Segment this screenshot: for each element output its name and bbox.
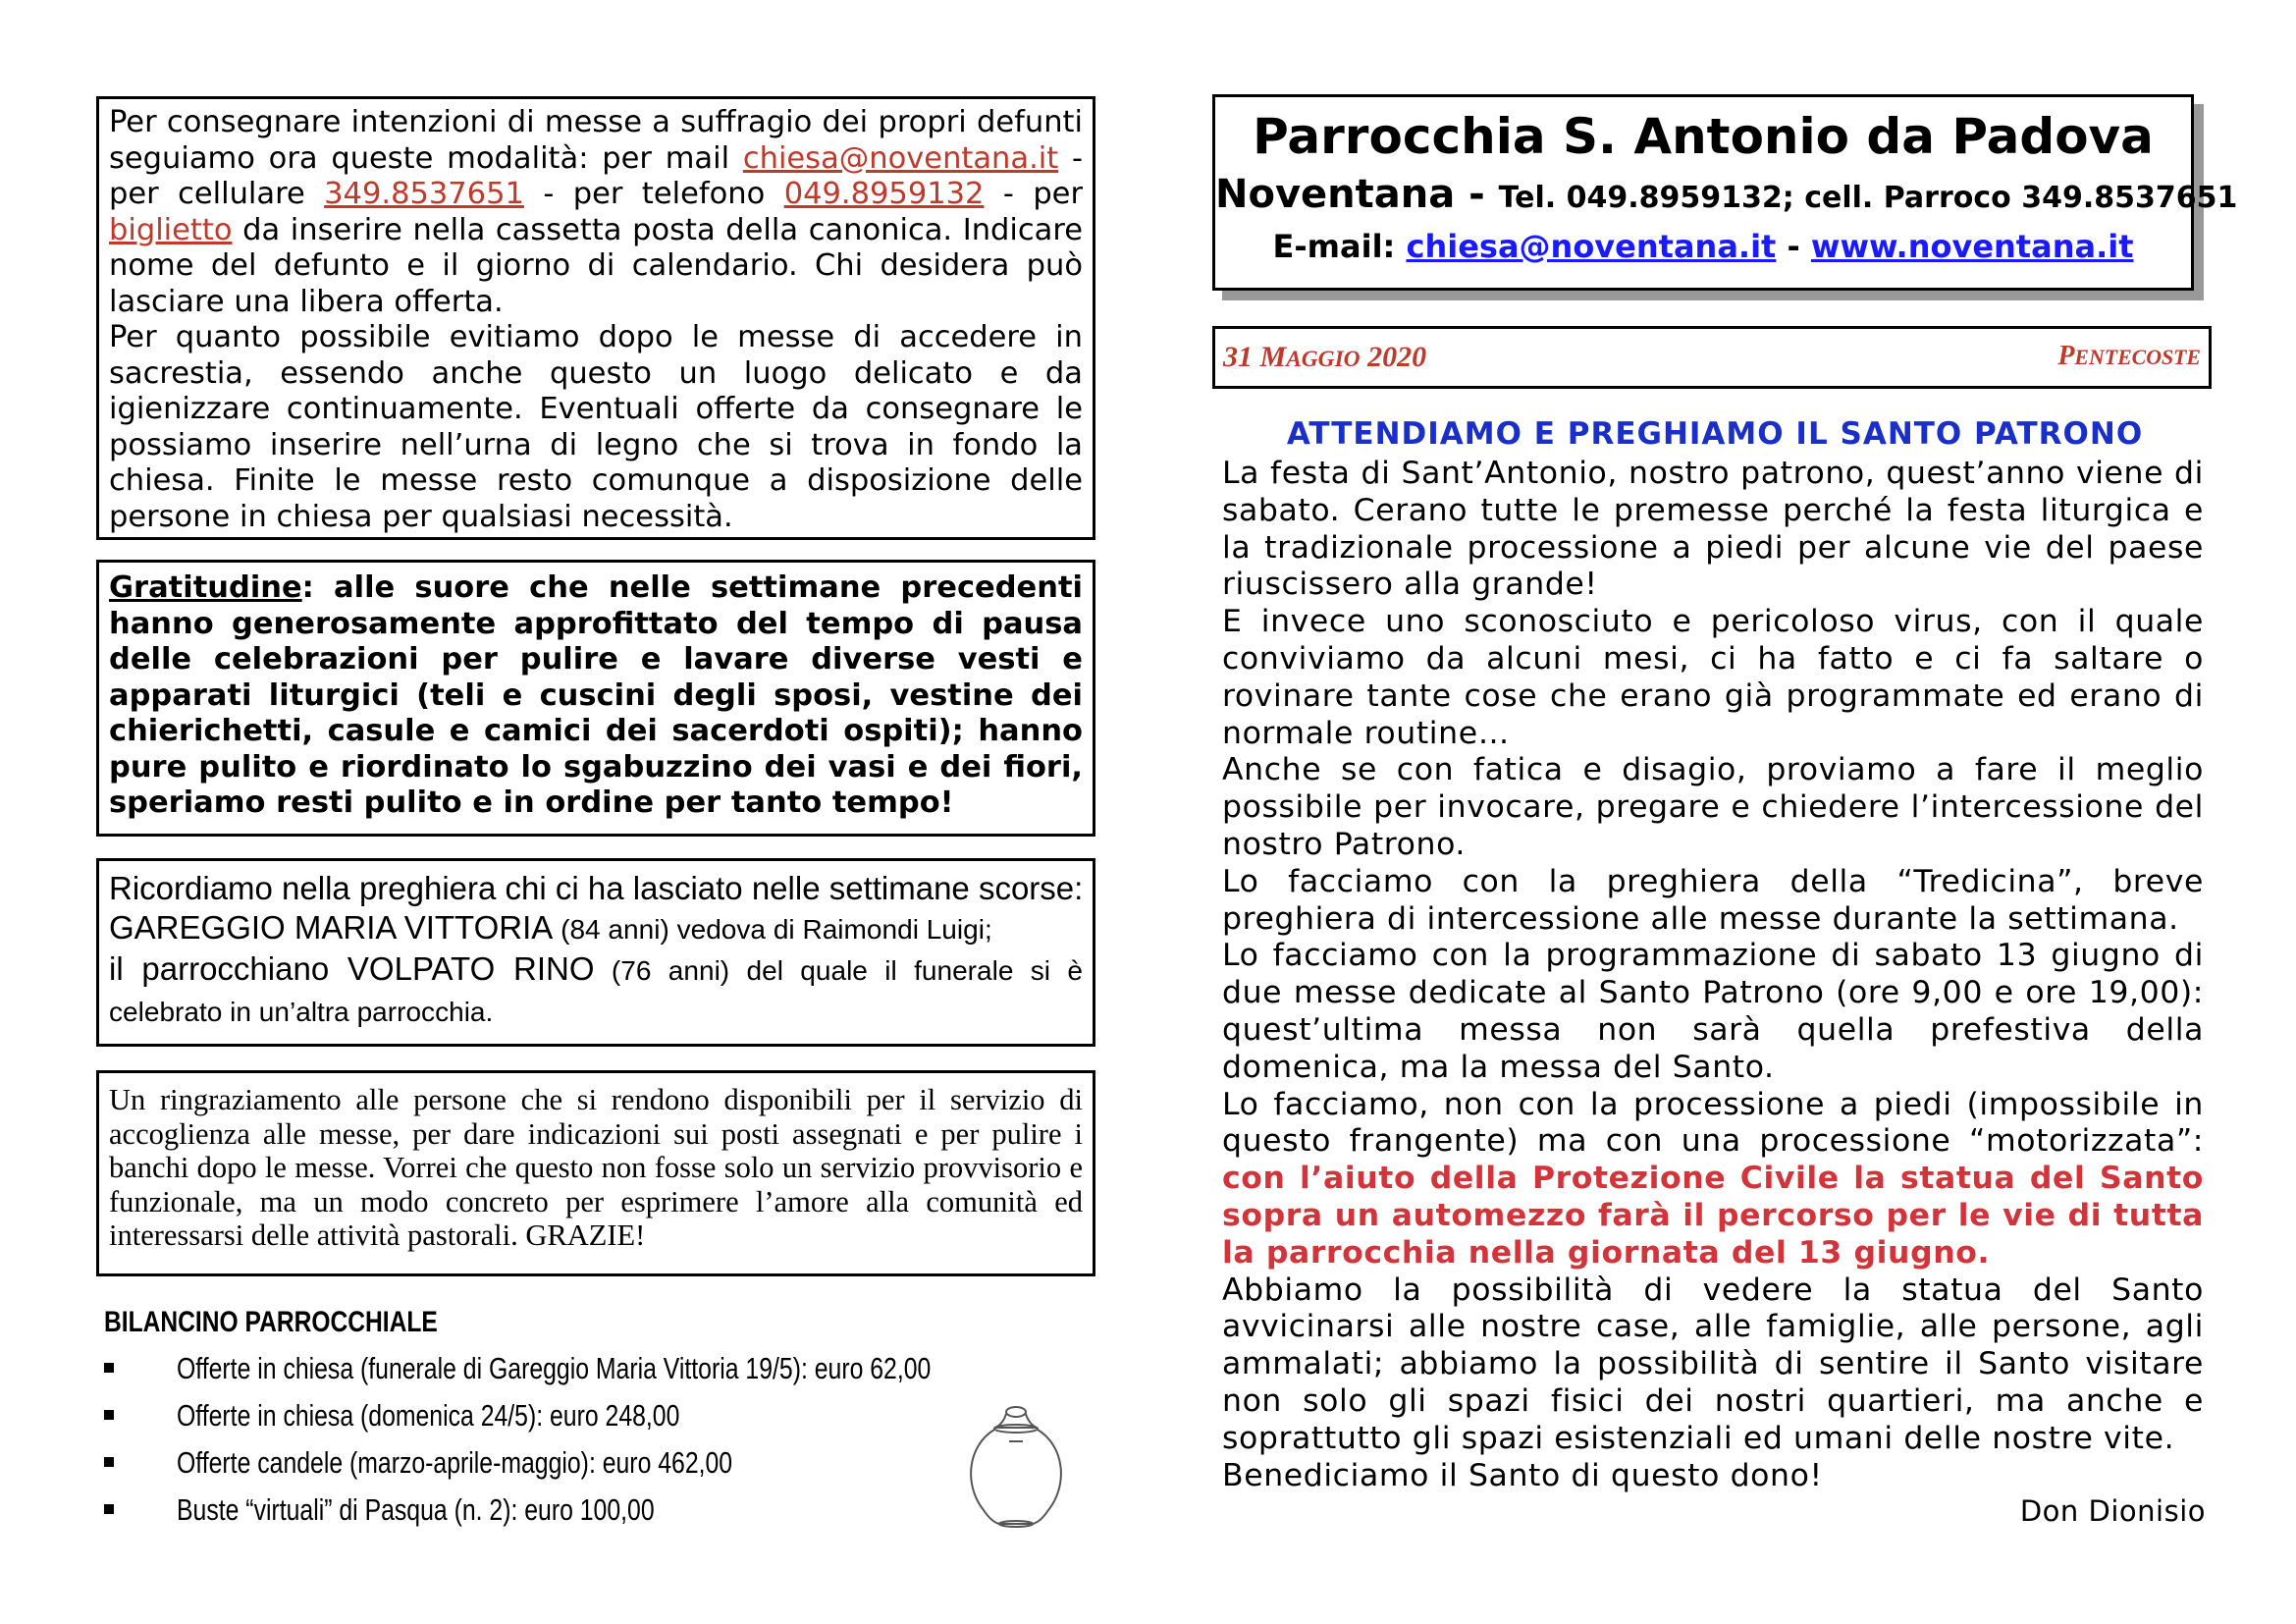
- parish-title: Parrocchia S. Antonio da Padova: [1253, 108, 2154, 165]
- sacristy-notice: Per quanto possibile evitiamo dopo le messe di accedere in sacrestia, essendo anche questo un luogo delicato e da igienizzare continuamente. Eventuali offerte da consegnare le possiamo inserire nell’urna di legno che si trova in fondo la chiesa. Finite le messe resto comunque a disposizione delle persone in chiesa per qualsiasi necessità.: [109, 320, 1083, 534]
- bilancino-item: Buste “virtuali” di Pasqua (n. 2): euro 100,00: [104, 1492, 774, 1528]
- phone-number[interactable]: 049.8959132: [783, 177, 985, 211]
- article-title: ATTENDIAMO E PREGHIAMO IL SANTO PATRONO: [1286, 416, 2144, 452]
- article-paragraph: Anche se con fatica e disagio, proviamo a fare il meglio possibile per invocare, pregare e chiedere l’intercessione del nostro Patrono.: [1222, 752, 2204, 862]
- article-paragraph: Benediciamo il Santo di questo dono!: [1222, 1457, 1823, 1493]
- article-paragraph: E invece uno sconosciuto e pericoloso virus, con il quale conviviamo da alcuni mesi, ci ha fatto e ci fa saltare o rovinare tante cose che erano già programmate ed erano di normale routine…: [1222, 604, 2204, 751]
- article-body: [1222, 456, 2204, 1494]
- gratitude-heading: Gratitudine: [109, 570, 302, 605]
- biglietto-link: biglietto: [109, 212, 233, 247]
- article-paragraph: Abbiamo la possibilità di vedere la statua del Santo avvicinarsi alle nostre case, alle famiglie, alle persone, agli ammalati; abbiamo la possibilità di sentire il Santo visitare non solo gli spazi fisici dei nostri quartieri, ma anche e soprattutto gli spazi esistenziali ed umani delle nostre vite.: [1222, 1272, 2204, 1456]
- feast-name: PENTECOSTE: [2057, 341, 2201, 371]
- bilancino-item: Offerte in chiesa (funerale di Gareggio Maria Vittoria 19/5): euro 62,00: [104, 1351, 1119, 1386]
- header-email-link[interactable]: chiesa@noventana.it: [1406, 228, 1777, 265]
- mass-intentions-box: [96, 96, 1095, 540]
- signature: Don Dionisio: [2019, 1494, 2206, 1528]
- procession-highlight: con l’aiuto della Protezione Civile la statua del Santo sopra un automezzo farà il percorso per le vie di tutta la parrocchia nella giornata del 13 giugno.: [1222, 1161, 2204, 1271]
- issue-date: 31 MAGGIO 2020: [1223, 341, 1427, 373]
- bilancino-title: BILANCINO PARROCCHIALE: [104, 1306, 438, 1338]
- article-paragraph: Lo facciamo con la programmazione di sabato 13 giugno di due messe dedicate al Santo Patrono (ore 9,00 e ore 19,00): quest’ultima messa non sarà quella prefestiva della domenica, ma la messa del Santo.: [1222, 938, 2204, 1085]
- bilancino-item: Offerte candele (marzo-aprile-maggio): euro 462,00: [104, 1445, 872, 1481]
- memorial-intro: Ricordiamo nella preghiera chi ci ha lasciato nelle settimane scorse:: [109, 870, 1084, 906]
- date-bar: [1212, 326, 2212, 389]
- parish-header: [1212, 94, 2238, 291]
- bullet-icon: [104, 1363, 114, 1373]
- bullet-icon: [104, 1457, 114, 1467]
- cell-number[interactable]: 349.8537651: [324, 177, 524, 211]
- bilancino-item: Offerte in chiesa (domenica 24/5): euro 248,00: [104, 1398, 805, 1434]
- article-paragraph: La festa di Sant’Antonio, nostro patrono, quest’anno viene di sabato. Cerano tutte le premesse perché la festa liturgica e la tradizionale processione a piedi per alcune vie del paese riuscissero alla grande!: [1222, 456, 2204, 603]
- article-paragraph: Lo facciamo con la preghiera della “Tredicina”, breve preghiera di intercessione alle messe durante la settimana.: [1222, 863, 2204, 937]
- email-link[interactable]: chiesa@noventana.it: [742, 140, 1059, 176]
- offering-jar-icon: [962, 1402, 1070, 1530]
- bullet-icon: [104, 1504, 114, 1514]
- article-paragraph: Lo facciamo, non con la processione a piedi (impossibile in questo frangente) ma con una processione “motorizzata”: con l’aiuto della Protezione Civile la statua del Santo sopra un automezzo farà il percorso per le vie di tutta la parrocchia nella giornata del 13 giugno.: [1222, 1086, 2204, 1271]
- memorial-box: [96, 858, 1095, 1047]
- memorial-entry-2: il parrocchiano VOLPATO RINO (76 anni) del quale il funerale si è celebrato in un’altra parrocchia.: [109, 950, 1083, 1027]
- header-web-link[interactable]: www.noventana.it: [1810, 228, 2134, 265]
- gratitude-box: [96, 560, 1095, 837]
- parish-contacts: Noventana - Tel. 049.8959132; cell. Parroco 349.8537651: [1215, 172, 2238, 217]
- gratitude-text: Gratitudine: alle suore che nelle settimane precedenti hanno generosamente approfittato del tempo di pausa delle celebrazioni per pulire e lavare diverse vesti e apparati liturgici (teli e cuscini degli sposi, vestine dei chierichetti, casule e camici dei sacerdoti ospiti); hanno pure pulito e riordinato lo sgabuzzino dei vasi e dei fiori, speriamo resti pulito e in ordine per tanto tempo!: [109, 570, 1083, 820]
- bullet-icon: [104, 1410, 114, 1420]
- memorial-entry-1: GAREGGIO MARIA VITTORIA (84 anni) vedova di Raimondi Luigi;: [109, 909, 992, 946]
- thanks-box: [96, 1070, 1095, 1276]
- thanks-text: Un ringraziamento alle persone che si rendono disponibili per il servizio di accoglienza alle messe, per dare indicazioni sui posti assegnati e per pulire i banchi dopo le messe. Vorrei che questo non fosse solo un servizio provvisorio e funzionale, ma un modo concreto per esprimere l’amore alla comunità ed interessarsi delle attività pastorali. GRAZIE!: [109, 1083, 1083, 1252]
- mass-intentions-text: Per consegnare intenzioni di messe a suffragio dei propri defunti seguiamo ora queste modalità: per mail chiesa@noventana.it - per cellulare 349.8537651 - per telefono 049.8959132 - per biglietto da inserire nella cassetta posta della canonica. Indicare nome del defunto e il giorno di calendario. Chi desidera può lasciare una libera offerta.: [109, 105, 1083, 319]
- parish-web: E-mail: chiesa@noventana.it - www.noventana.it: [1272, 228, 2134, 265]
